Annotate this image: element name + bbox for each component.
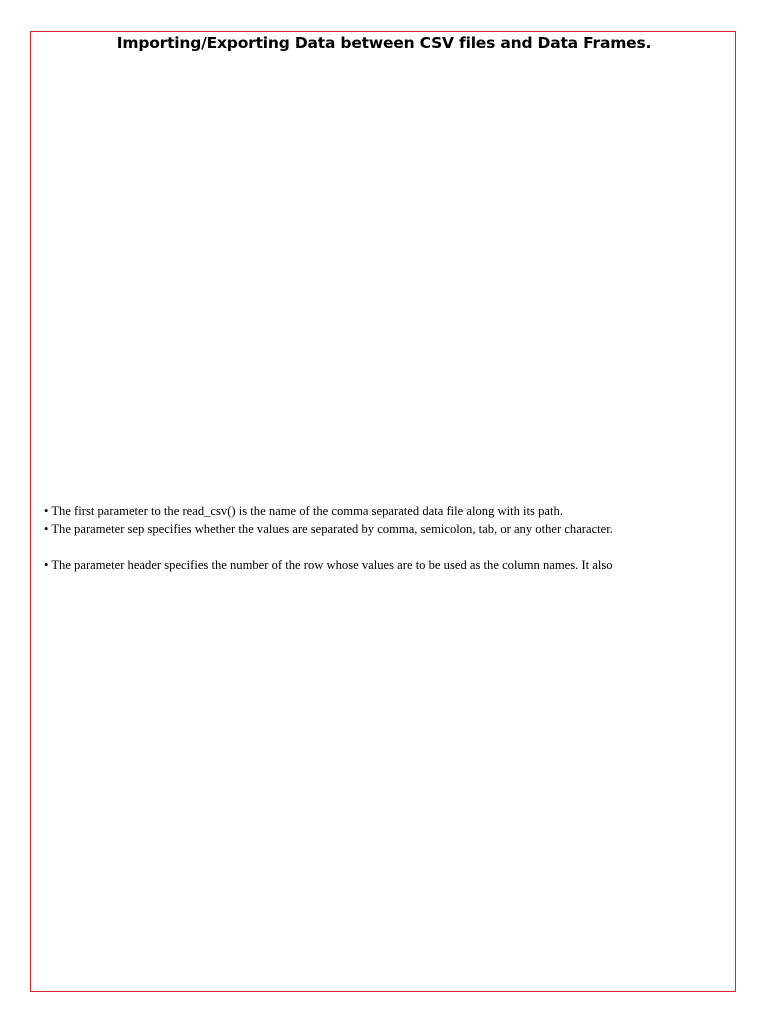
page-title: Importing/Exporting Data between CSV files and Data Frames.: [116, 34, 652, 52]
bullet-item-sep-parameter: • The parameter sep specifies whether the values are separated by comma, semicolon, tab, or any other character.: [44, 522, 613, 536]
bullet-item-first-parameter: • The first parameter to the read_csv() is the name of the comma separated data file along with its path.: [44, 504, 563, 518]
bullet-item-header-parameter: • The parameter header specifies the number of the row whose values are to be used as the column names. It also: [44, 558, 613, 572]
bullet-list: [44, 502, 734, 574]
paragraph-spacer: [44, 538, 734, 556]
